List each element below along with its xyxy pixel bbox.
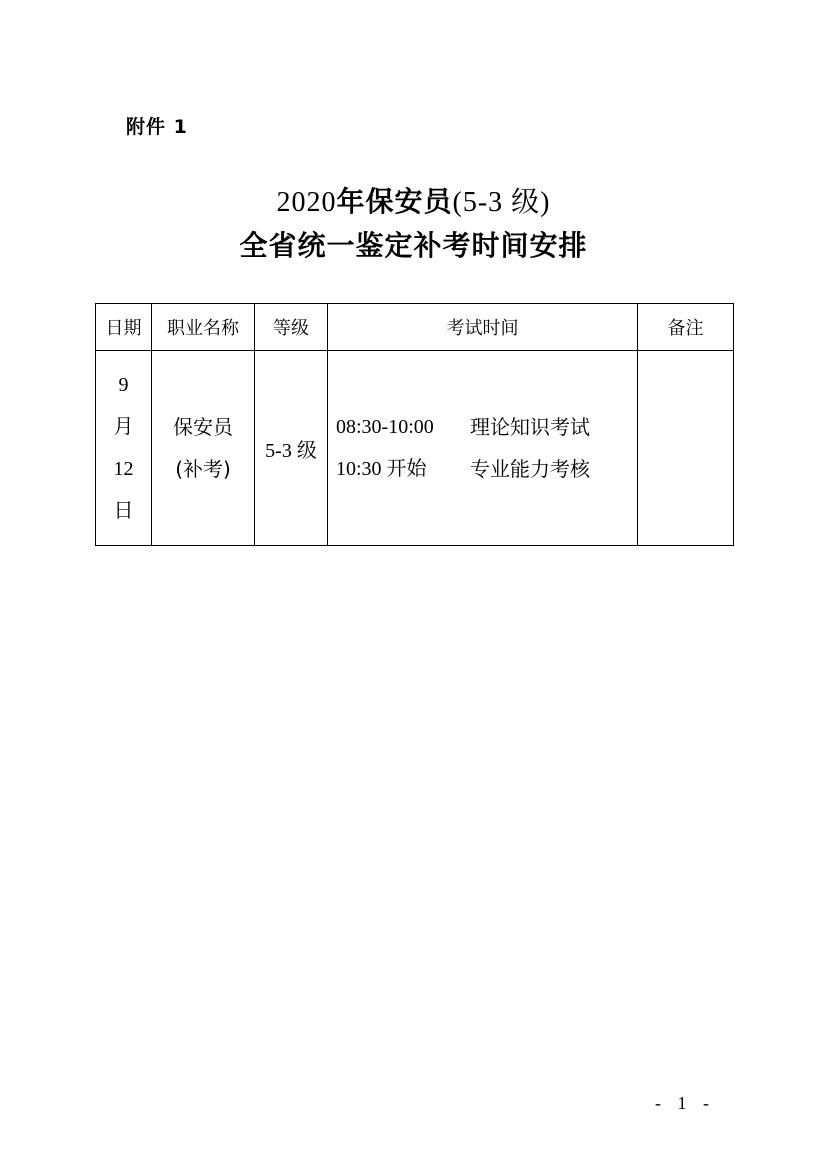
title-text: 年保安员 (336, 185, 453, 218)
header-job: 职业名称 (152, 304, 255, 351)
session-time: 10:30 开始 (336, 458, 427, 480)
level-cell: 5-3 级 (255, 351, 328, 546)
date-part: 9 (118, 374, 129, 396)
header-level: 等级 (255, 304, 328, 351)
table-row (96, 351, 734, 546)
title-level: (5-3 级) (452, 187, 551, 218)
remarks-cell (638, 351, 734, 546)
exam-schedule-table (95, 303, 734, 546)
document-title-line-2: 全省统一鉴定补考时间安排 (239, 229, 588, 262)
session-line (336, 448, 637, 490)
session-desc: 专业能力考核 (470, 457, 590, 481)
table-header-row (96, 304, 734, 351)
session-line (336, 406, 637, 448)
job-note: (补考) (175, 457, 231, 481)
header-date: 日期 (96, 304, 152, 351)
document-title-line-1 (0, 180, 827, 220)
header-remarks: 备注 (638, 304, 734, 351)
date-cell (96, 351, 152, 546)
session-desc: 理论知识考试 (470, 415, 590, 439)
attachment-label: 附件 1 (126, 116, 188, 138)
title-year: 2020 (276, 187, 337, 218)
session-time: 08:30-10:00 (336, 416, 434, 438)
header-time: 考试时间 (328, 304, 638, 351)
job-name: 保安员 (173, 415, 233, 439)
time-cell (328, 351, 638, 546)
page-number: - 1 - (655, 1093, 715, 1113)
job-cell (152, 351, 255, 546)
date-part: 12 (113, 458, 134, 480)
date-part: 日 (113, 500, 134, 522)
date-part: 月 (113, 416, 134, 438)
